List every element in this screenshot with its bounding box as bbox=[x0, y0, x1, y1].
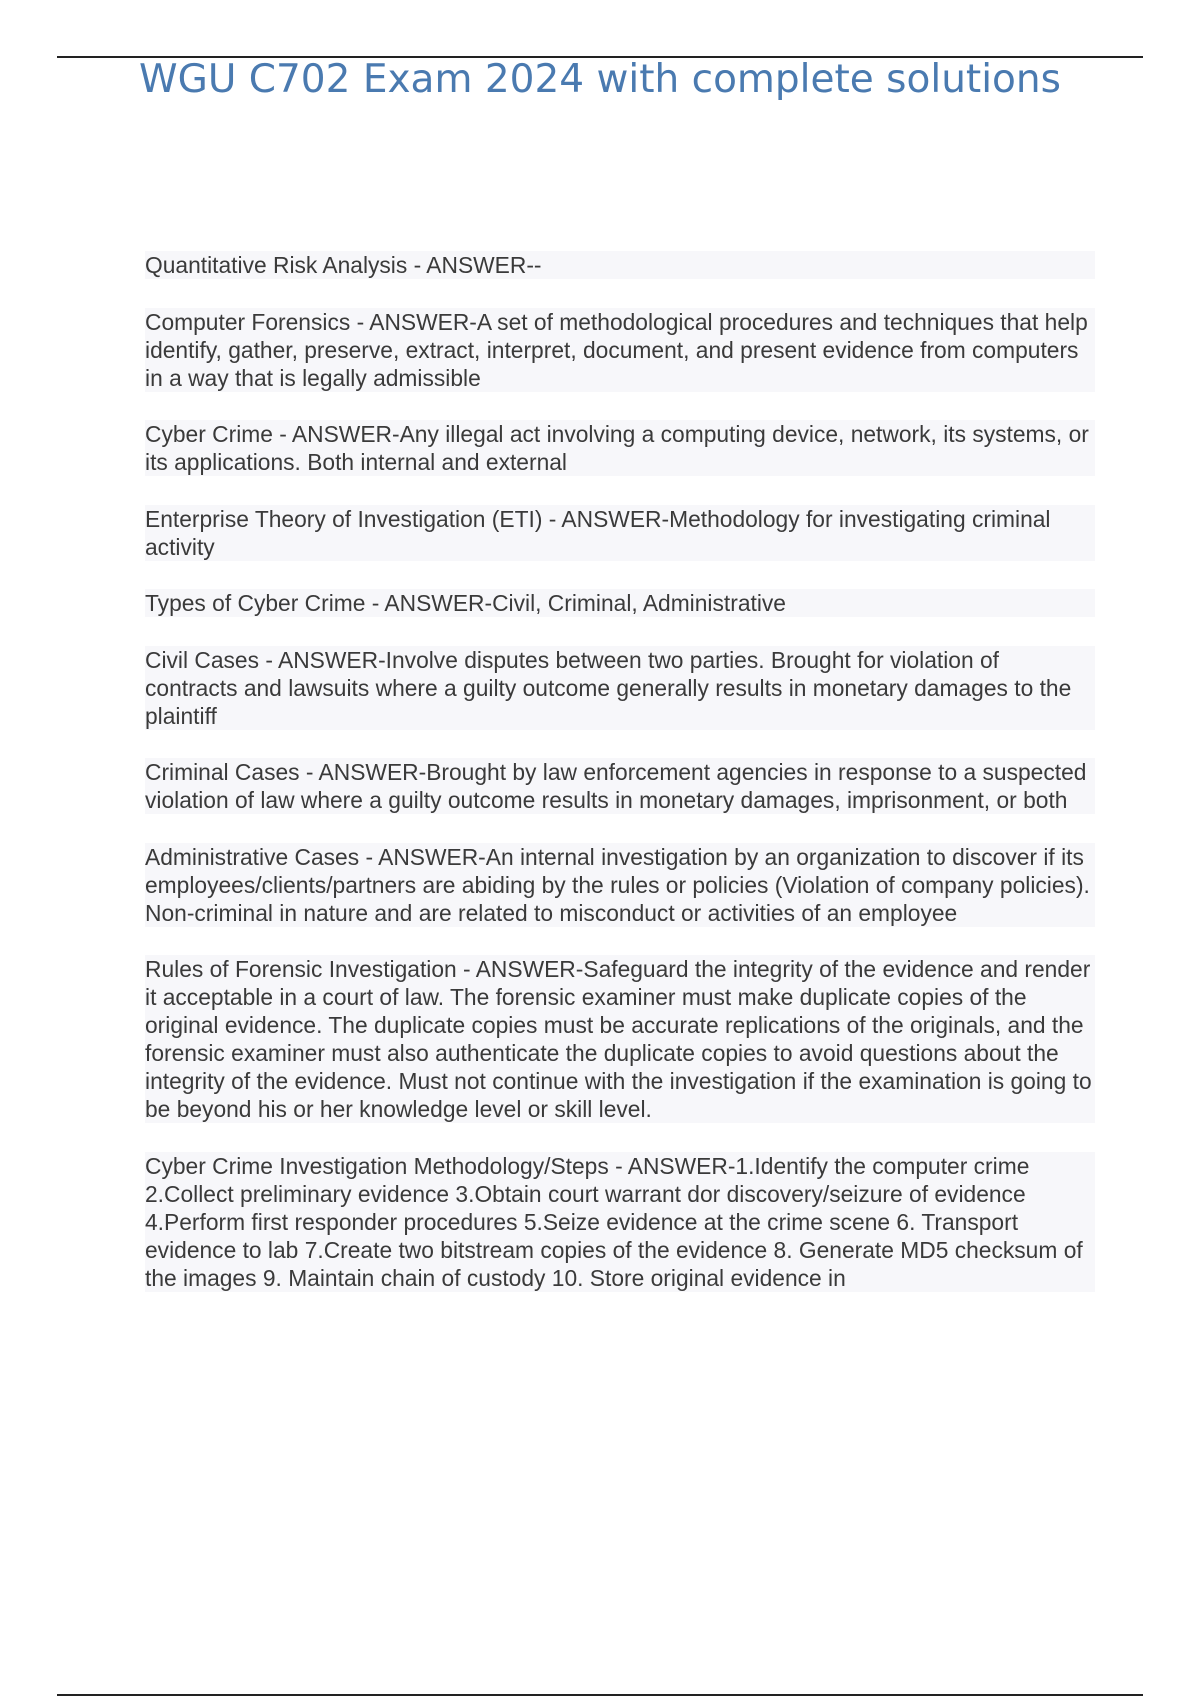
qa-entry bbox=[145, 420, 1095, 476]
qa-entry bbox=[145, 589, 1095, 617]
footer-rule bbox=[57, 1694, 1143, 1696]
qa-entry bbox=[145, 646, 1095, 730]
qa-entry-text: Administrative Cases - ANSWER-An internal investigation by an organization to discover if its employees/clients/partners are abiding by the rules or policies (Violation of company policies). Non-criminal in nature and are related to misconduct or activities of an employee bbox=[145, 843, 1090, 926]
qa-entry-list bbox=[145, 251, 1095, 1320]
qa-entry-text: Enterprise Theory of Investigation (ETI) - ANSWER-Methodology for investigating criminal activity bbox=[145, 505, 1051, 560]
qa-entry-text: Cyber Crime - ANSWER-Any illegal act involving a computing device, network, its systems, or its applications. Both internal and external bbox=[145, 421, 1089, 475]
qa-entry bbox=[145, 1152, 1095, 1292]
qa-entry bbox=[145, 758, 1095, 814]
qa-entry-text: Computer Forensics - ANSWER-A set of methodological procedures and techniques that help identify, gather, preserve, extract, interpret, document, and present evidence from computers in a way that is legally admissible bbox=[145, 308, 1088, 391]
qa-entry-text: Rules of Forensic Investigation - ANSWER-Safeguard the integrity of the evidence and render it acceptable in a court of law. The forensic examiner must make duplicate copies of the original evidence. The duplicate copies must be accurate replications of the originals, and the forensic examiner must also authenticate the duplicate copies to avoid questions about the integrity of the evidence. Must not continue with the investigation if the examination is going to be beyond his or her knowledge level or skill level. bbox=[145, 956, 1092, 1122]
qa-entry bbox=[145, 251, 1095, 279]
qa-entry-text: Civil Cases - ANSWER-Involve disputes between two parties. Brought for violation of contracts and lawsuits where a guilty outcome generally results in monetary damages to the plaintiff bbox=[145, 646, 1072, 729]
document-title: WGU C702 Exam 2024 with complete solutions bbox=[139, 57, 1061, 102]
qa-entry-text: Quantitative Risk Analysis - ANSWER-- bbox=[145, 252, 542, 278]
qa-entry bbox=[145, 505, 1095, 561]
qa-entry-text: Types of Cyber Crime - ANSWER-Civil, Criminal, Administrative bbox=[145, 590, 786, 616]
qa-entry bbox=[145, 308, 1095, 392]
qa-entry bbox=[145, 843, 1095, 927]
qa-entry-text: Cyber Crime Investigation Methodology/Steps - ANSWER-1.Identify the computer crime 2.Collect preliminary evidence 3.Obtain court warrant dor discovery/seizure of evidence 4.Perform first responder procedures 5.Seize evidence at the crime scene 6. Transport evidence to lab 7.Create two bitstream copies of the evidence 8. Generate MD5 checksum of the images 9. Maintain chain of custody 10. Store original evidence in bbox=[145, 1152, 1083, 1291]
qa-entry-text: Criminal Cases - ANSWER-Brought by law enforcement agencies in response to a suspected violation of law where a guilty outcome results in monetary damages, imprisonment, or both bbox=[145, 759, 1087, 813]
qa-entry bbox=[145, 955, 1095, 1123]
